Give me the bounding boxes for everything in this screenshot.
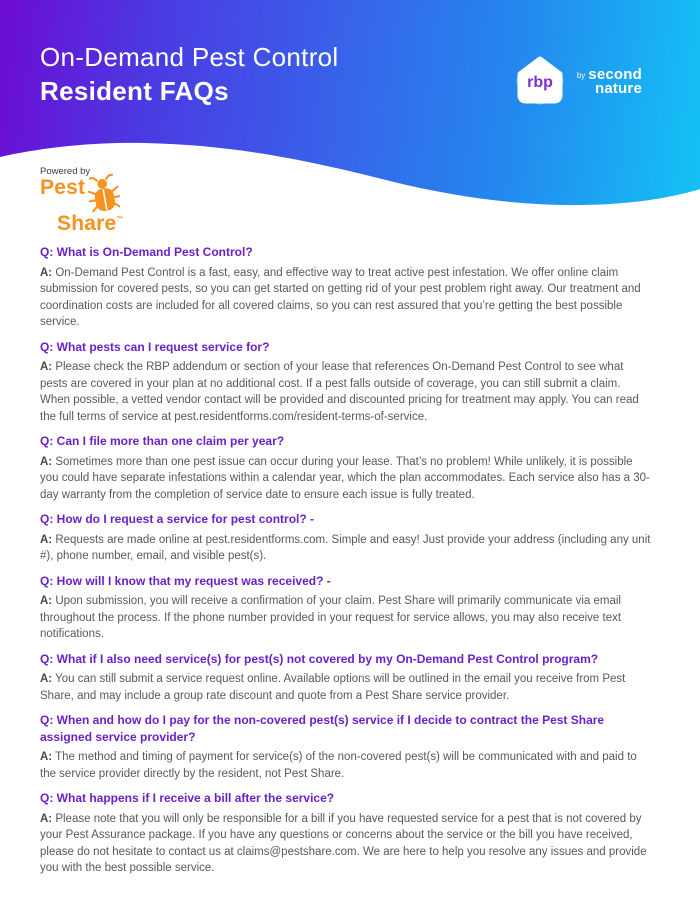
faq-item [40, 790, 660, 877]
answer-text: Please note that you will only be responsible for a bill if you have requested service for a pest that is not covered by your Pest Assurance package. If you have any questions or concerns about the service or the bill you have received, please do not hesitate to contact us at claims@pestshare.com. We are here to help you resolve any issues and provide you with the best possible service. [40, 812, 647, 874]
page-title-line2: Resident FAQs [40, 76, 229, 106]
faq-question: Q: What is On-Demand Pest Control? [40, 245, 253, 259]
faq-item [40, 511, 660, 565]
answer-prefix: A: [40, 266, 53, 279]
faq-answer [40, 593, 652, 643]
nature-label: nature [594, 79, 642, 97]
rbp-second-nature-logo [512, 52, 642, 110]
answer-prefix: A: [40, 812, 53, 825]
powered-by-label: Powered by [40, 166, 91, 177]
faq-answer [40, 811, 652, 877]
faq-answer [40, 359, 652, 425]
svg-text:rbp: rbp [526, 74, 553, 91]
pestshare-logo [40, 166, 123, 232]
answer-text: Requests are made online at pest.residentforms.com. Simple and easy! Just provide your address (including any unit #), phone number, email, and visible pest(s). [40, 533, 651, 562]
by-label: by [576, 70, 586, 80]
faq-question: Q: How do I request a service for pest control? - [40, 512, 315, 526]
trademark-symbol: ™ [116, 216, 124, 223]
answer-prefix: A: [40, 595, 53, 607]
answer-prefix: A: [40, 751, 53, 763]
faq-question: Q: What happens if I receive a bill after the service? [40, 791, 335, 805]
answer-text: Upon submission, you will receive a confirmation of your claim. Pest Share will primarily communicate via email throughout the process. If the phone number provided in your request for service allows, you may also receive text notifications. [40, 595, 622, 640]
faq-item [40, 339, 660, 426]
answer-text: Please check the RBP addendum or section of your lease that references On-Demand Pest Control to see what pests are covered in your plan at no additional cost. If a pest falls outside of coverage, you can still submit a claim. When possible, a vetted vendor contact will be provided and discounted pricing for treatment may apply. You can read the full terms of service at pest.residentforms.com/resident-terms-of-service. [40, 361, 639, 423]
answer-prefix: A: [40, 361, 53, 373]
faq-question: Q: Can I file more than one claim per year? [40, 434, 285, 448]
faq-question: Q: What if I also need service(s) for pest(s) not covered by my On-Demand Pest Control program? [40, 651, 599, 666]
faq-item [40, 573, 660, 643]
faq-question: Q: When and how do I pay for the non-covered pest(s) service if I decide to contract the Pest Share assigned service provider? [40, 713, 605, 744]
answer-text: On-Demand Pest Control is a fast, easy, and effective way to treat active pest infestation. We offer online claim submission for covered pests, so you can get started on getting rid of your pest problem right away. Our treatment and coordination costs are included for all covered claims, so you can rest assured that you’re getting the best possible service. [40, 266, 641, 328]
second-label: second [588, 65, 642, 83]
header-banner [0, 0, 700, 232]
faq-question: Q: What pests can I request service for? [40, 339, 270, 354]
faq-answer [40, 749, 652, 782]
faq-answer [40, 454, 652, 504]
rbp-badge-icon [512, 52, 568, 110]
faq-answer [40, 265, 652, 331]
second-nature-wordmark [576, 65, 642, 97]
answer-text: The method and timing of payment for service(s) of the non-covered pest(s) will be communicated with and paid to the service provider directly by the resident, not Pest Share. [40, 751, 637, 780]
faq-item [40, 651, 660, 705]
page-title [40, 40, 339, 108]
faq-item [40, 712, 660, 782]
answer-text: Sometimes more than one pest issue can occur during your lease. That’s no problem! While unlikely, it is possible you could have separate infestations within a calendar year, which the plan accommodates. Each service also has a 30-day warranty from the completion of service date to ensure each issue is fully treated. [40, 455, 650, 501]
faq-answer [40, 671, 652, 704]
answer-prefix: A: [40, 533, 53, 546]
answer-prefix: A: [40, 455, 53, 468]
answer-prefix: A: [40, 673, 53, 685]
faq-list [0, 232, 700, 907]
answer-text: You can still submit a service request online. Available options will be outlined in the email you receive from Pest Share, and may include a group rate discount and quote from a Pest Share service provider. [40, 673, 626, 702]
faq-item [40, 433, 660, 503]
faq-answer [40, 532, 652, 565]
faq-question: Q: How will I know that my request was received? - [40, 573, 331, 588]
pest-label: Pest [40, 176, 86, 199]
share-label: Share [57, 212, 117, 232]
page-title-line1: On-Demand Pest Control [40, 42, 339, 72]
bug-icon [88, 174, 120, 214]
faq-item [40, 244, 660, 331]
